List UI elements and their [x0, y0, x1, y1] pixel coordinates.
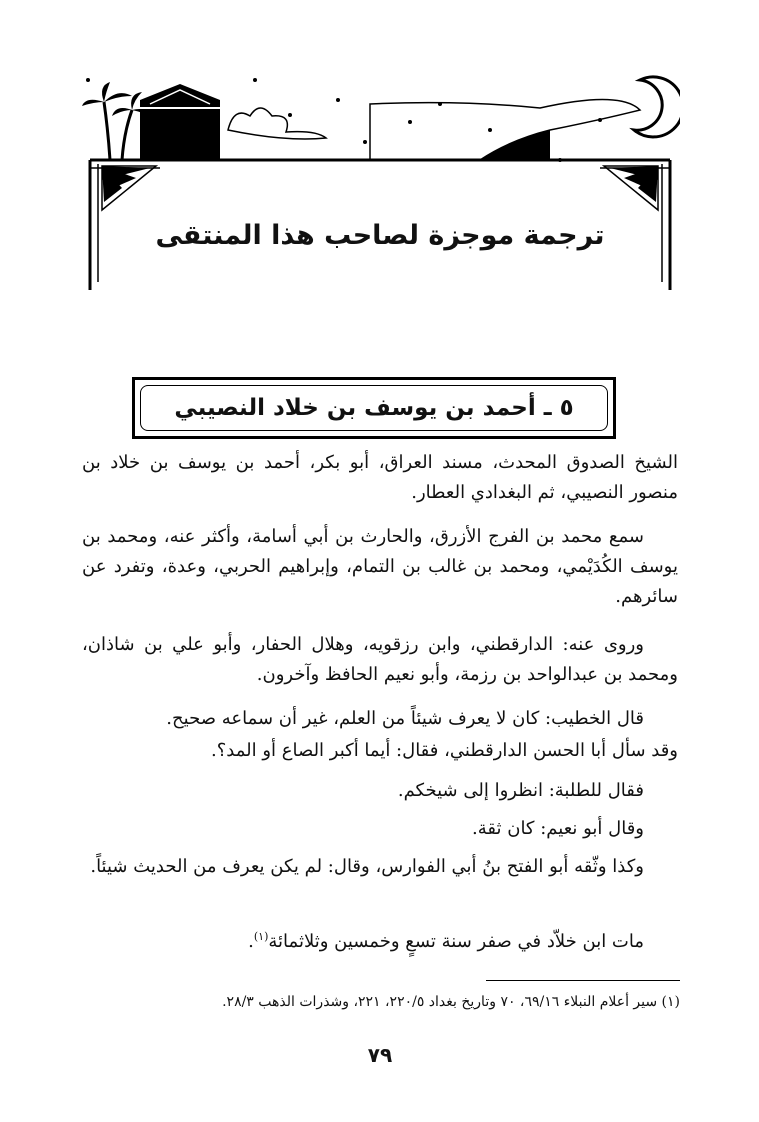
- footnote-reference[interactable]: (١): [253, 930, 269, 943]
- footnote: (١) سير أعلام النبلاء ٦٩/١٦، ٧٠ وتاريخ بغداد ٢٢٠/٥، ٢٢١، وشذرات الذهب ٢٨/٣.: [222, 994, 680, 1010]
- death-text: مات ابن خلاّد في صفر سنة تسعٍ وخمسين وثلاثمائة: [268, 931, 644, 952]
- paragraph-intro: الشيخ الصدوق المحدث، مسند العراق، أبو بكر، أحمد بن يوسف بن خلاد بن منصور النصيبي، ثم البغدادي العطار.: [82, 452, 678, 503]
- paragraph-ibn-abi-fawaris: وكذا وثّقه أبو الفتح بنُ أبي الفوارس، وقال: لم يكن يعرف من الحديث شيئاً.: [90, 856, 644, 877]
- paragraph-khatib-quote: قال الخطيب: كان لا يعرف شيئاً من العلم، غير أن سماعه صحيح.: [166, 708, 644, 729]
- paragraph-abu-nuaym: وقال أبو نعيم: كان ثقة.: [472, 818, 644, 839]
- right-corner-ornament: [604, 166, 658, 210]
- kaaba-icon: [140, 84, 220, 160]
- left-corner-ornament: [102, 166, 156, 210]
- entry-title-frame: [132, 377, 616, 439]
- footnote-divider: [486, 980, 680, 981]
- paragraph-students: وروى عنه: الدارقطني، وابن رزقويه، وهلال الحفار، وأبو علي بن شاذان، ومحمد بن عبدالواحد بن رزمة، وأبو نعيم الحافظ وآخرون.: [82, 634, 678, 685]
- paragraph-death: مات ابن خلاّد في صفر سنة تسعٍ وخمسين وثلاثمائة$^{(١)}$.: [248, 930, 644, 952]
- page-number: ٧٩: [367, 1043, 393, 1067]
- paragraph-teachers: سمع محمد بن الفرج الأزرق، والحارث بن أبي أسامة، وأكثر عنه، ومحمد بن يوسف الكُدَيْمي، ومحمد بن غالب بن التمام، وإبراهيم الحربي، وعدة، وتفرد عن سائرهم.: [82, 526, 678, 607]
- crescent-moon-icon: [634, 77, 680, 137]
- header-ornament-illustration: [80, 60, 680, 310]
- cloud-icon: [228, 108, 326, 139]
- chapter-title: ترجمة موجزة لصاحب هذا المنتقى: [155, 220, 605, 251]
- entry-title: ٥ ـ أحمد بن يوسف بن خلاد النصيبي: [140, 385, 608, 431]
- paragraph-look-at-sheikh: فقال للطلبة: انظروا إلى شيخكم.: [397, 780, 644, 801]
- paragraph-daraqutni-question: وقد سأل أبا الحسن الدارقطني، فقال: أيما أكبر الصاع أو المد؟.: [210, 740, 678, 761]
